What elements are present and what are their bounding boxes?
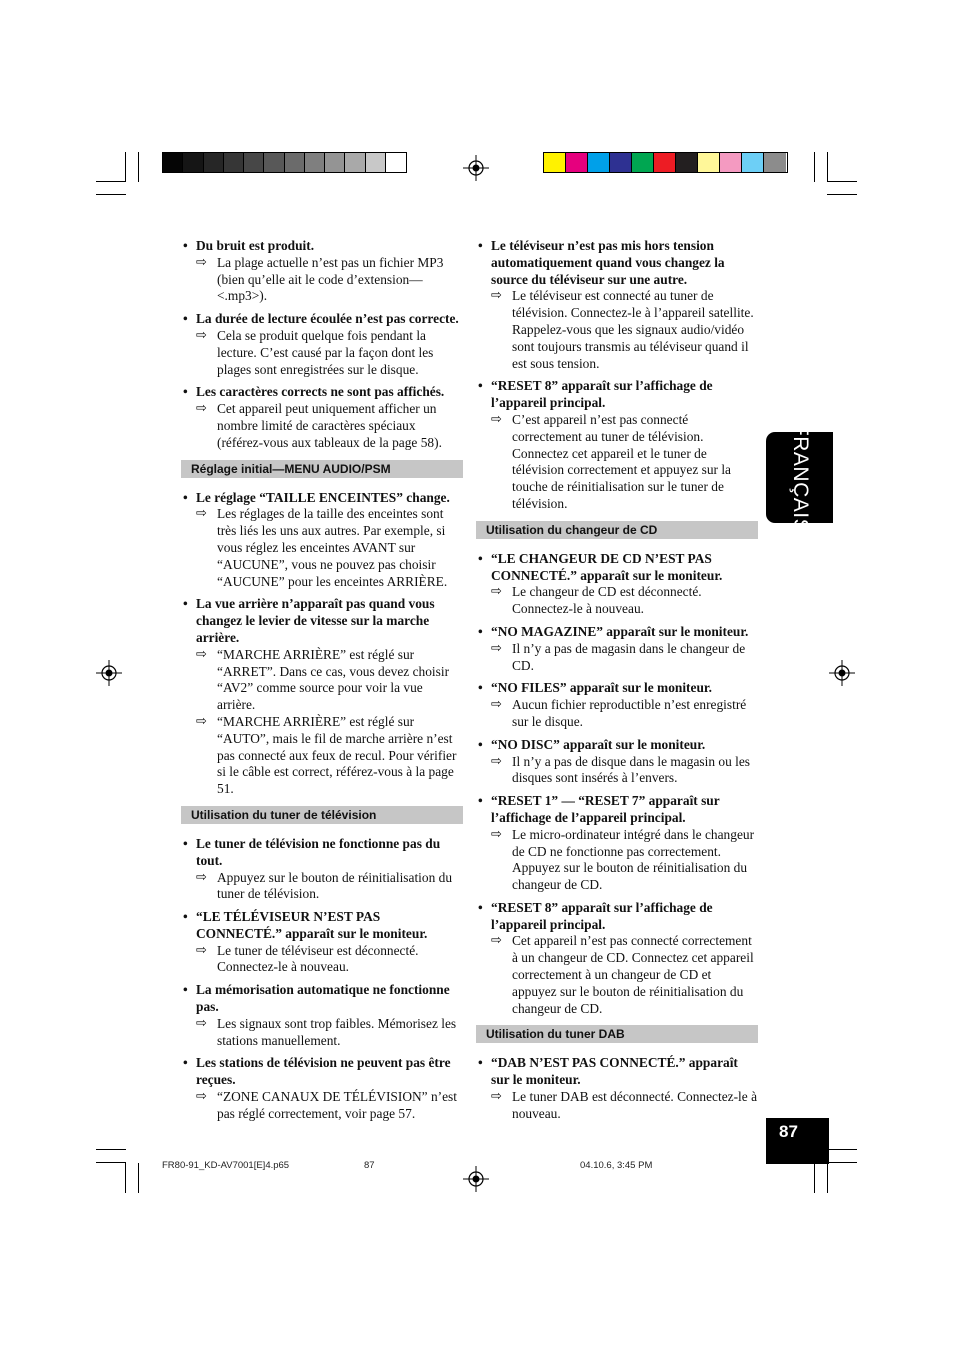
troubleshooting-item [476,624,758,674]
crop-mark [96,1149,126,1150]
arrow-icon: ⇨ [491,411,502,427]
troubleshooting-item [181,490,463,591]
troubleshooting-item [181,1055,463,1122]
troubleshooting-item [181,596,463,798]
solution-row [181,401,463,451]
crop-mark [138,152,139,182]
troubleshooting-item [476,1055,758,1122]
gray-swatch [386,153,406,172]
crop-mark [827,181,857,182]
problem-text: • Les caractères corrects ne sont pas affichés. [181,384,463,401]
solution-row [476,1089,758,1123]
solution-row [476,288,758,372]
gray-swatch [285,153,305,172]
gray-swatch [224,153,244,172]
solution-row [181,870,463,904]
arrow-icon: ⇨ [196,1015,207,1031]
right-intro-list [476,238,758,513]
solution-row [476,827,758,894]
troubleshooting-item [181,982,463,1049]
problem-text: • Le téléviseur n’est pas mis hors tension automatiquement quand vous changez la source du téléviseur sur une autre. [476,238,758,288]
color-swatch [566,153,588,172]
gray-swatch [305,153,325,172]
solution-row [181,506,463,590]
gray-swatch [345,153,365,172]
problem-text: • Le tuner de télévision ne fonctionne pas du tout. [181,836,463,870]
color-swatch [764,153,786,172]
solution-row [181,1016,463,1050]
solution-text: Cet appareil peut uniquement afficher un nombre limité de caractères spéciaux (référez-vous aux tableaux de la page 58). [217,401,442,450]
troubleshooting-item [476,680,758,730]
color-swatch [676,153,698,172]
troubleshooting-item [476,737,758,787]
troubleshooting-item [181,311,463,378]
crop-mark [814,1163,815,1193]
crop-mark [827,1162,857,1163]
solution-text: Aucun fichier reproductible n’est enregistré sur le disque. [512,697,747,729]
problem-text: • La durée de lecture écoulée n’est pas correcte. [181,311,463,328]
arrow-icon: ⇨ [491,640,502,656]
arrow-icon: ⇨ [196,942,207,958]
arrow-icon: ⇨ [196,646,207,662]
gray-swatch [204,153,224,172]
solution-text: Le changeur de CD est déconnecté. Connectez-le à nouveau. [512,584,702,617]
solution-row [181,1089,463,1123]
color-swatch [698,153,720,172]
problem-text: • “RESET 8” apparaît sur l’affichage de l’appareil principal. [476,378,758,412]
gray-swatch [325,153,345,172]
solution-row [181,943,463,977]
solution-text: “MARCHE ARRIÈRE” est réglé sur “ARRET”. Dans ce cas, vous devez choisir “AV2” comme source pour voir la vue arrière. [217,646,450,713]
arrow-icon: ⇨ [491,826,502,842]
crop-mark [827,1163,828,1193]
color-swatch [720,153,742,172]
solution-row [476,412,758,513]
color-swatch [632,153,654,172]
troubleshooting-item [476,551,758,618]
crop-mark [96,181,126,182]
crop-mark [125,1163,126,1193]
solution-text: Appuyez sur le bouton de réinitialisation du tuner de télévision. [217,869,453,902]
solution-row [476,697,758,731]
problem-text: • Du bruit est produit. [181,238,463,255]
arrow-icon: ⇨ [491,288,502,304]
gray-swatch [366,153,386,172]
gray-swatch [244,153,264,172]
solution-text: Il n’y a pas de magasin dans le changeur de CD. [512,640,746,673]
language-tab [766,422,833,533]
section-list [181,836,463,1123]
problem-text: • “RESET 8” apparaît sur l’affichage de l’appareil principal. [476,900,758,934]
registration-mark-icon [829,660,855,686]
color-swatch [654,153,676,172]
registration-mark-icon [463,1166,489,1192]
problem-text: • “NO DISC” apparaît sur le moniteur. [476,737,758,754]
problem-text: • “DAB N’EST PAS CONNECTÉ.” apparaît sur le moniteur. [476,1055,758,1089]
footer-file: FR80-91_KD-AV7001[E]4.p65 [162,1160,290,1171]
solution-text: C’est appareil n’est pas connecté correctement au tuner de télévision. Connectez cet appareil et le tuner de télévision correctement et appuyez sur la touche de réinitialisation sur le tuner de télévision. [512,411,731,511]
crop-mark [827,1149,857,1150]
footer-timestamp: 04.10.6, 3:45 PM [580,1160,653,1171]
page-number: 87 [779,1122,798,1141]
solution-row [476,754,758,788]
arrow-icon: ⇨ [196,254,207,270]
registration-mark-icon [463,155,489,181]
solution-text: Cet appareil n’est pas connecté correctement à un changeur de CD. Connectez cet appareil correctement à un changeur de CD et appuyez sur le bouton de réinitialisation du changeur de CD. [512,933,754,1016]
gray-swatch [163,153,183,172]
troubleshooting-item [181,836,463,903]
solution-text: Les signaux sont trop faibles. Mémorisez les stations manuellement. [217,1015,457,1048]
language-tab-label: FRANÇAIS [788,422,812,533]
troubleshooting-item [181,909,463,976]
problem-text: • “NO MAGAZINE” apparaît sur le moniteur. [476,624,758,641]
arrow-icon: ⇨ [196,506,207,522]
solution-text: “MARCHE ARRIÈRE” est réglé sur “AUTO”, mais le fil de marche arrière n’est pas connecté aux feux de recul. Pour vérifier si le câble est correct, référez-vous à la page 51. [217,713,457,797]
arrow-icon: ⇨ [196,401,207,417]
crop-mark [827,194,857,195]
solution-text: Le tuner de téléviseur est déconnecté. Connectez-le à nouveau. [217,942,419,975]
crop-mark [138,1163,139,1193]
problem-text: • La vue arrière n’apparaît pas quand vous changez le levier de vitesse sur la marche arrière. [181,596,463,646]
solution-text: Le micro-ordinateur intégré dans le changeur de CD ne fonctionne pas correctement. Appuyez sur le bouton de réinitialisation du changeur de CD. [512,826,755,893]
troubleshooting-item [476,793,758,894]
section-list [181,490,463,798]
solution-row [181,714,463,798]
gray-swatch [183,153,203,172]
troubleshooting-item [476,378,758,512]
section-list [476,551,758,1018]
solution-row [476,584,758,618]
registration-mark-icon [96,660,122,686]
solution-row [181,255,463,305]
problem-text: • Les stations de télévision ne peuvent pas être reçues. [181,1055,463,1089]
left-column [181,238,463,1129]
arrow-icon: ⇨ [491,1089,502,1105]
section-header: Utilisation du tuner de télévision [181,806,463,824]
solution-row [181,647,463,714]
problem-text: • “NO FILES” apparaît sur le moniteur. [476,680,758,697]
problem-text: • La mémorisation automatique ne fonctionne pas. [181,982,463,1016]
solution-text: “ZONE CANAUX DE TÉLÉVISION” n’est pas réglé correctement, voir page 57. [217,1089,457,1121]
footer-page: 87 [364,1160,375,1171]
troubleshooting-item [476,238,758,372]
color-swatch [742,153,764,172]
solution-row [476,641,758,675]
gray-swatch [264,153,284,172]
problem-text: • “LE TÉLÉVISEUR N’EST PAS CONNECTÉ.” apparaît sur le moniteur. [181,909,463,943]
solution-text: Cela se produit quelque fois pendant la lecture. C’est causé par la façon dont les plages sont enregistrées sur le disque. [217,327,434,377]
arrow-icon: ⇨ [196,713,207,729]
solution-row [476,933,758,1017]
right-column [476,238,758,1129]
arrow-icon: ⇨ [196,1089,207,1105]
problem-text: • Le réglage “TAILLE ENCEINTES” change. [181,490,463,507]
page-number-box [766,1118,829,1164]
solution-text: Les réglages de la taille des enceintes sont très liés les uns aux autres. Par exemple, si vous réglez les enceintes AVANT sur “AUCUNE”, vous ne pouvez pas choisir “AUCUNE” pour les enceintes ARRIÈRE. [217,506,448,589]
problem-text: • “RESET 1” — “RESET 7” apparaît sur l’affichage de l’appareil principal. [476,793,758,827]
arrow-icon: ⇨ [491,697,502,713]
section-header: Réglage initial—MENU AUDIO/PSM [181,460,463,478]
process-color-bar [543,152,788,173]
troubleshooting-item [181,384,463,451]
problem-text: • “LE CHANGEUR DE CD N’EST PAS CONNECTÉ.” apparaît sur le moniteur. [476,551,758,585]
arrow-icon: ⇨ [491,933,502,949]
solution-text: Le tuner DAB est déconnecté. Connectez-le à nouveau. [512,1089,758,1121]
arrow-icon: ⇨ [196,869,207,885]
grayscale-color-bar [162,152,407,173]
left-intro-list [181,238,463,452]
solution-text: La plage actuelle n’est pas un fichier MP3 (bien qu’elle ait le code d’extension—<.mp3>). [217,254,444,304]
solution-text: Il n’y a pas de disque dans le magasin ou les disques sont insérés à l’envers. [512,753,750,786]
arrow-icon: ⇨ [196,327,207,343]
section-header: Utilisation du changeur de CD [476,521,758,539]
color-swatch [610,153,632,172]
crop-mark [814,152,815,182]
arrow-icon: ⇨ [491,584,502,600]
section-list [476,1055,758,1122]
troubleshooting-item [181,238,463,305]
arrow-icon: ⇨ [491,753,502,769]
crop-mark [827,152,828,182]
solution-text: Le téléviseur est connecté au tuner de télévision. Connectez-le à l’appareil satellite. Rappelez-vous que les signaux audio/vidéo sont toujours transmis au téléviseur quand il est sous tension. [512,288,754,371]
color-swatch [544,153,566,172]
color-swatch [588,153,610,172]
crop-mark [96,1162,126,1163]
troubleshooting-item [476,900,758,1018]
section-header: Utilisation du tuner DAB [476,1025,758,1043]
crop-mark [125,152,126,182]
solution-row [181,328,463,378]
crop-mark [96,194,126,195]
